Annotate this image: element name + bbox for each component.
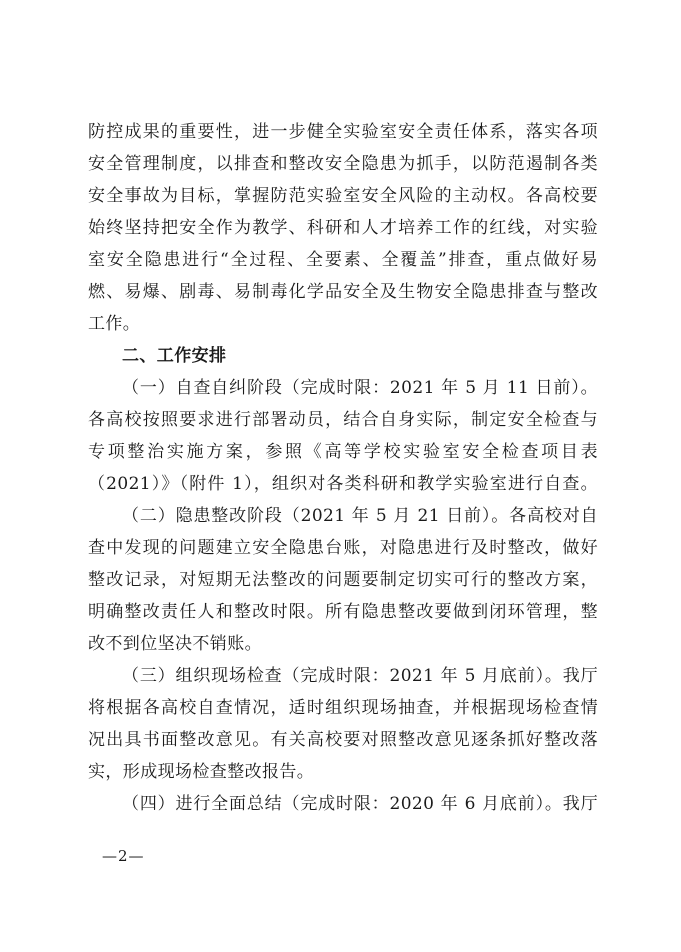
text-line: 将根据各高校自查情况，适时组织现场抽查，并根据现场检查情 xyxy=(88,698,598,718)
text-line: 防控成果的重要性，进一步健全实验室安全责任体系，落实各项 xyxy=(88,122,598,142)
text-line: 室安全隐患进行“全过程、全要素、全覆盖”排查，重点做好易 xyxy=(88,250,598,270)
text-line: 专项整治实施方案，参照《高等学校实验室安全检查项目表 xyxy=(88,442,598,462)
text-line: 况出具书面整改意见。有关高校要对照整改意见逐条抓好整改落 xyxy=(88,730,598,750)
subsection-heading-line: （三）组织现场检查（完成时限：2021 年 5 月底前）。我厅 xyxy=(122,666,598,686)
text-line: （2021）》（附件 1），组织对各类科研和教学实验室进行自查。 xyxy=(88,474,598,494)
document-body xyxy=(88,116,598,820)
text-line: 安全管理制度，以排查和整改安全隐患为抓手，以防范遏制各类 xyxy=(88,154,598,174)
page-number: —2— xyxy=(102,847,145,865)
subsection-heading-line: （四）进行全面总结（完成时限：2020 年 6 月底前）。我厅 xyxy=(122,794,598,814)
text-line: 安全事故为目标，掌握防范实验室安全风险的主动权。各高校要 xyxy=(88,186,598,206)
text-line: 始终坚持把安全作为教学、科研和人才培养工作的红线，对实验 xyxy=(88,218,598,238)
text-line: 燃、易爆、剧毒、易制毒化学品安全及生物安全隐患排查与整改 xyxy=(88,282,598,302)
text-line: 各高校按照要求进行部署动员，结合自身实际，制定安全检查与 xyxy=(88,410,598,430)
text-line: 工作。 xyxy=(88,314,141,334)
subsection-heading-line: （一）自查自纠阶段（完成时限：2021 年 5 月 11 日前）。 xyxy=(122,378,598,398)
subsection-heading-line: （二）隐患整改阶段（2021 年 5 月 21 日前）。各高校对自 xyxy=(122,506,598,526)
text-line: 整改记录，对短期无法整改的问题要制定切实可行的整改方案， xyxy=(88,570,598,590)
text-line: 实，形成现场检查整改报告。 xyxy=(88,762,315,782)
text-line: 查中发现的问题建立安全隐患台账，对隐患进行及时整改，做好 xyxy=(88,538,598,558)
text-line: 明确整改责任人和整改时限。所有隐患整改要做到闭环管理，整 xyxy=(88,602,598,622)
text-line: 改不到位坚决不销账。 xyxy=(88,634,262,654)
section-heading: 二、工作安排 xyxy=(122,346,227,366)
